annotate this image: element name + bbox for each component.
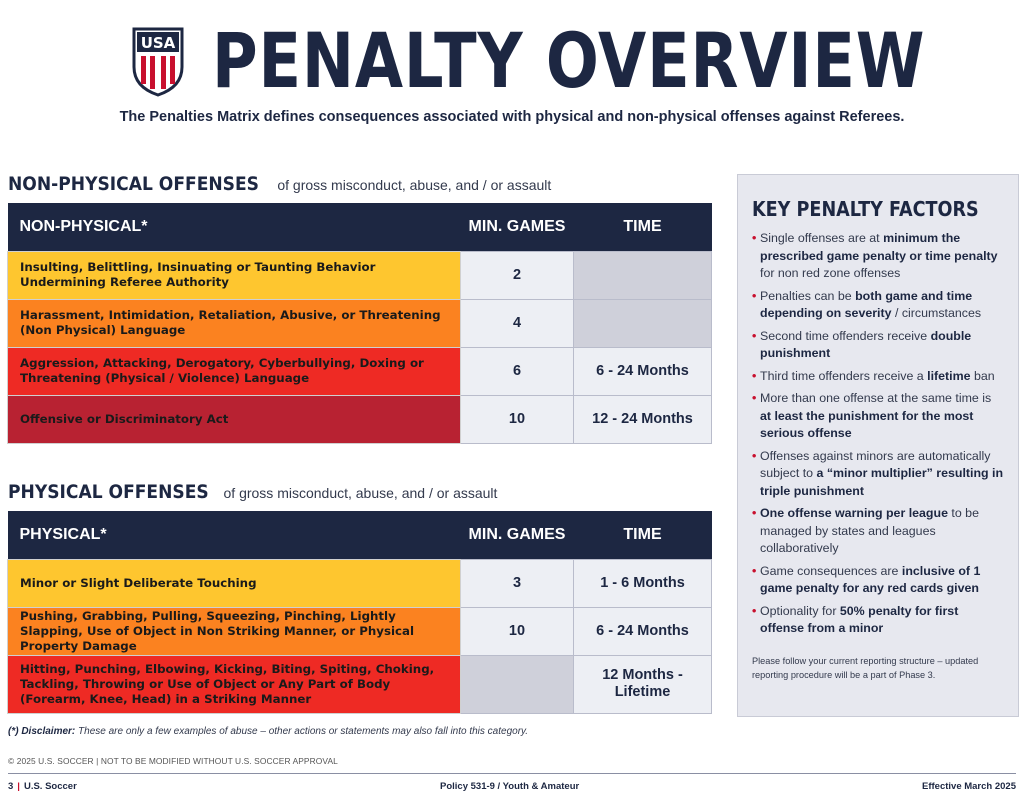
factor-text: Offenses against minors are automatically subject to (760, 448, 991, 480)
factor-emphasis: One offense warning per league (760, 506, 948, 520)
factor-text: ban (970, 368, 995, 383)
disclaimer-text: These are only a few examples of abuse – other actions or statements may also fall into this category. (75, 726, 529, 737)
games-cell: 4 (461, 299, 574, 347)
factor-text: Optionality for (760, 603, 840, 618)
table-header-row (8, 511, 712, 559)
col-header-offense: PHYSICAL* (8, 511, 461, 559)
offense-cell: Offensive or Discriminatory Act (8, 395, 461, 443)
factor-emphasis: double punishment (760, 328, 972, 360)
reporting-note: Please follow your current reporting structure – updated reporting procedure will be a part of Phase 3. (752, 655, 979, 680)
list-item (752, 603, 1004, 638)
table-row (8, 559, 712, 607)
factor-text: to be managed by states and leagues collaboratively (760, 506, 979, 555)
factor-text: / circumstances (891, 306, 982, 320)
us-soccer-crest-logo (132, 27, 184, 97)
physical-heading (8, 481, 497, 503)
factor-text: Third time offenders receive a (760, 368, 928, 383)
page-number: 3 (8, 781, 14, 792)
offense-cell: Hitting, Punching, Elbowing, Kicking, Biting, Spiting, Choking, Tackling, Throwing or Use of Object or Any Part of Body (Forearm, Knee, Head) in a Striking Manner (8, 655, 461, 713)
games-cell: 10 (461, 395, 574, 443)
factor-text: Single offenses are at (760, 231, 884, 245)
table-row (8, 299, 712, 347)
list-item (752, 368, 1004, 386)
disclaimer-label: (*) Disclaimer: (8, 726, 76, 737)
footer-divider (8, 773, 1016, 774)
factor-emphasis: minimum the prescribed game penalty or time penalty (760, 231, 998, 263)
col-header-time: TIME (574, 511, 712, 559)
table-row (8, 607, 712, 655)
copyright-notice: © 2025 U.S. SOCCER | NOT TO BE MODIFIED WITHOUT U.S. SOCCER APPROVAL (8, 756, 338, 766)
factor-emphasis: both game and time depending on severity (760, 288, 973, 320)
page-title: PENALTY OVERVIEW (212, 16, 926, 105)
list-item (752, 390, 1004, 443)
page-subtitle: The Penalties Matrix defines consequences associated with physical and non-physical offenses against Referees. (119, 109, 905, 125)
col-header-games: MIN. GAMES (461, 203, 574, 251)
footer-policy: Policy 531-9 / Youth & Amateur (440, 781, 580, 792)
games-cell: 2 (461, 251, 574, 299)
factor-text: for non red zone offenses (760, 266, 901, 280)
offense-cell: Harassment, Intimidation, Retaliation, Abusive, or Threatening (Non Physical) Language (8, 299, 461, 347)
games-cell (461, 655, 574, 713)
time-cell: 12 Months - Lifetime (574, 655, 712, 713)
list-item (752, 448, 1004, 501)
footer-left (8, 781, 77, 792)
nonphysical-table (7, 203, 712, 444)
nonphysical-heading-title: NON-PHYSICAL OFFENSES (8, 173, 260, 195)
table-row (8, 395, 712, 443)
key-penalty-factors-panel (737, 174, 1019, 717)
factor-emphasis: inclusive of 1 game penalty for any red cards given (760, 563, 981, 595)
list-item (752, 505, 1004, 558)
time-cell: 6 - 24 Months (574, 607, 712, 655)
games-cell: 10 (461, 607, 574, 655)
games-cell: 6 (461, 347, 574, 395)
col-header-time: TIME (574, 203, 712, 251)
factor-emphasis: at least the punishment for the most serious offense (760, 408, 974, 440)
time-cell: 1 - 6 Months (574, 559, 712, 607)
factor-text: Game consequences are (760, 563, 902, 578)
key-penalty-factors-title: KEY PENALTY FACTORS (752, 197, 979, 221)
time-cell (574, 251, 712, 299)
factors-list (752, 230, 1004, 638)
time-cell: 6 - 24 Months (574, 347, 712, 395)
offense-cell: Insulting, Belittling, Insinuating or Taunting Behavior Undermining Referee Authority (8, 251, 461, 299)
list-item (752, 563, 1004, 598)
physical-table (7, 511, 712, 714)
offense-cell: Aggression, Attacking, Derogatory, Cyberbullying, Doxing or Threatening (Physical / Violence) Language (8, 347, 461, 395)
crest-text: USA (140, 34, 176, 52)
table-row (8, 251, 712, 299)
disclaimer (8, 726, 528, 737)
nonphysical-heading-sub: of gross misconduct, abuse, and / or assault (277, 177, 552, 193)
list-item (752, 288, 1004, 323)
offense-cell: Pushing, Grabbing, Pulling, Squeezing, Pinching, Lightly Slapping, Use of Object in Non Striking Manner, or Physical Property Damage (8, 607, 461, 655)
footer-org: U.S. Soccer (23, 781, 77, 792)
games-cell: 3 (461, 559, 574, 607)
col-header-offense: NON-PHYSICAL* (8, 203, 461, 251)
time-cell (574, 299, 712, 347)
table-header-row (8, 203, 712, 251)
factor-emphasis: lifetime (927, 368, 971, 383)
col-header-games: MIN. GAMES (461, 511, 574, 559)
nonphysical-heading (8, 173, 551, 195)
list-item (752, 328, 1004, 363)
table-row (8, 347, 712, 395)
factor-text: Penalties can be (760, 288, 856, 303)
factor-text: Second time offenders receive (760, 328, 931, 343)
footer-effective-date: Effective March 2025 (922, 781, 1016, 792)
footer-pipe: | (17, 781, 20, 792)
factor-emphasis: a “minor multiplier” resulting in triple punishment (760, 466, 1004, 498)
offense-cell: Minor or Slight Deliberate Touching (8, 559, 461, 607)
factor-text: More than one offense at the same time is (760, 391, 992, 405)
time-cell: 12 - 24 Months (574, 395, 712, 443)
physical-heading-title: PHYSICAL OFFENSES (8, 481, 209, 503)
factor-emphasis: 50% penalty for first offense from a minor (760, 603, 959, 635)
list-item (752, 230, 1004, 283)
table-row (8, 655, 712, 713)
physical-heading-sub: of gross misconduct, abuse, and / or assault (223, 485, 498, 501)
